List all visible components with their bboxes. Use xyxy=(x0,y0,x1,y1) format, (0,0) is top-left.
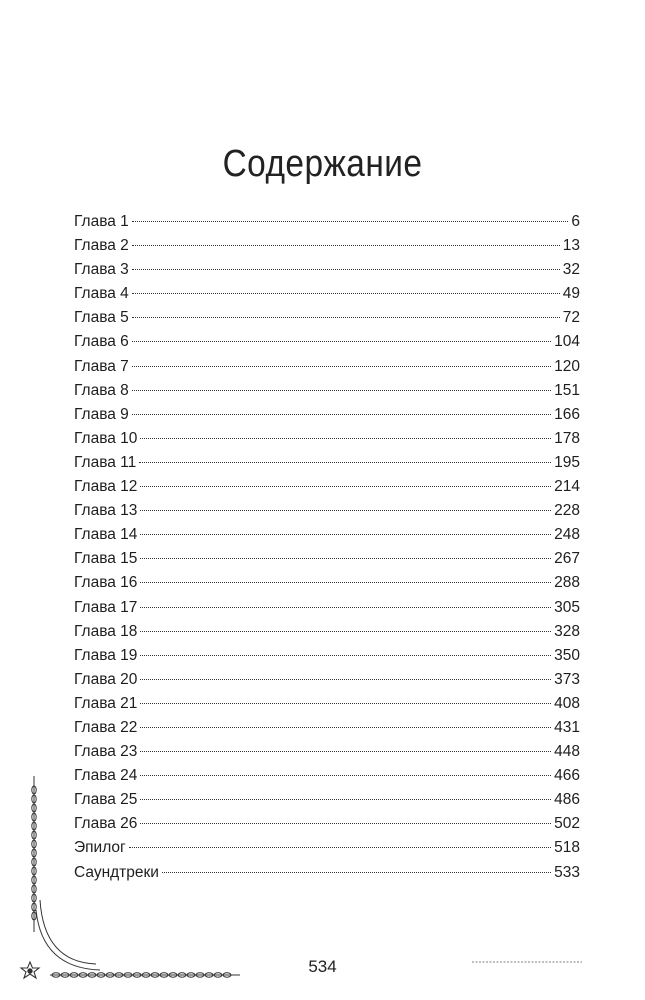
toc-entry-page: 32 xyxy=(562,261,580,279)
toc-entry-page: 104 xyxy=(554,333,580,351)
toc-entry-label: Глава 6 xyxy=(74,333,129,351)
toc-entry-page: 248 xyxy=(554,526,580,544)
toc-entry-label: Глава 25 xyxy=(74,791,138,809)
toc-entry-label: Глава 9 xyxy=(74,405,129,423)
toc-entry-label: Глава 26 xyxy=(74,815,138,833)
toc-entry-label: Глава 7 xyxy=(74,357,129,375)
toc-entry-label: Глава 20 xyxy=(74,670,138,688)
toc-entry-label: Глава 5 xyxy=(74,309,129,327)
toc-entry-page: 166 xyxy=(554,405,580,423)
page-title: Содержание xyxy=(222,143,423,186)
toc-entry-label: Глава 13 xyxy=(74,502,138,520)
toc-entry-label: Глава 16 xyxy=(74,574,138,592)
toc-entry-label: Глава 15 xyxy=(74,550,138,568)
toc-entry-page: 72 xyxy=(562,309,580,327)
toc-entry-page: 533 xyxy=(554,863,580,881)
toc-entry-page: 328 xyxy=(554,622,580,640)
toc-entry-label: Глава 3 xyxy=(74,261,129,279)
toc-entry-label: Глава 10 xyxy=(74,429,138,447)
toc-entry-page: 228 xyxy=(554,502,580,520)
toc-entry-page: 214 xyxy=(554,478,580,496)
toc-entry-page: 466 xyxy=(554,767,580,785)
toc-entry-page: 305 xyxy=(554,598,580,616)
toc-entry-page: 267 xyxy=(554,550,580,568)
toc-entry-page: 178 xyxy=(554,429,580,447)
toc-entry-label: Глава 24 xyxy=(74,767,138,785)
toc-entry-label: Глава 2 xyxy=(74,237,129,255)
toc-entry-page: 120 xyxy=(554,357,580,375)
toc-entry-page: 431 xyxy=(554,718,580,736)
toc-entry-label: Эпилог xyxy=(74,839,126,857)
toc-entry-page: 6 xyxy=(571,213,580,230)
toc-entry-page: 151 xyxy=(554,381,580,399)
toc-entry-page: 448 xyxy=(554,743,580,761)
toc-entry-label: Глава 23 xyxy=(74,743,138,761)
toc-entry-label: Глава 11 xyxy=(74,453,137,471)
toc-entry-label: Глава 4 xyxy=(74,285,129,303)
toc-entry-page: 195 xyxy=(554,453,580,471)
toc-entry-label: Глава 22 xyxy=(74,718,138,736)
toc-entry-label: Глава 19 xyxy=(74,646,138,664)
toc-entry-label: Глава 17 xyxy=(74,598,138,616)
toc-entry-label: Глава 12 xyxy=(74,478,138,496)
toc-entry-page: 13 xyxy=(562,237,580,255)
toc-entry-label: Глава 21 xyxy=(74,694,138,712)
toc-entry-label: Глава 14 xyxy=(74,526,138,544)
toc-entry-page: 502 xyxy=(554,815,580,833)
toc-entry-page: 486 xyxy=(554,791,580,809)
toc-entry-page: 350 xyxy=(554,646,580,664)
page-number: 534 xyxy=(308,957,337,976)
toc-entry-label: Глава 1 xyxy=(74,213,129,230)
toc-entry-page: 518 xyxy=(554,839,580,857)
toc-entry-label: Глава 18 xyxy=(74,622,138,640)
toc-entry-page: 373 xyxy=(554,670,580,688)
toc-entry-page: 49 xyxy=(562,285,580,303)
toc-entry-label: Глава 8 xyxy=(74,381,129,399)
toc-entry-label: Саундтреки xyxy=(74,863,159,881)
toc-entry-page: 408 xyxy=(554,694,580,712)
ornament-vertical-chain xyxy=(32,776,36,932)
toc-entry-page: 288 xyxy=(554,574,580,592)
